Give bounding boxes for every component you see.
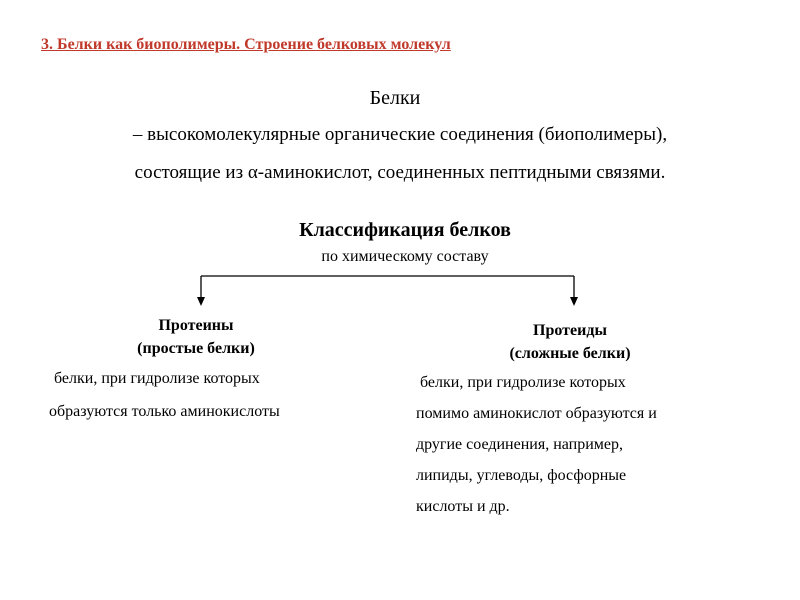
classification-subtitle: по химическому составу — [321, 248, 489, 265]
section-title: 3. Белки как биополимеры. Строение белковых молекул — [41, 36, 451, 53]
definition-line-1: – высокомолекулярные органические соединения (биополимеры), — [132, 124, 668, 145]
branch-proteins-desc-line-2: образуются только аминокислоты — [49, 403, 280, 420]
classification-title: Классификация белков — [299, 219, 511, 241]
right-arrowhead — [570, 297, 578, 306]
branch-proteins-name: Протеины — [158, 317, 234, 334]
branch-proteids-desc-line-2: помимо аминокислот образуются и — [416, 405, 657, 422]
branch-proteids-desc-line-3: другие соединения, например, — [416, 436, 623, 453]
branch-proteids-heading — [470, 319, 670, 365]
branch-proteids-name: Протеиды — [533, 322, 607, 339]
branch-proteins-desc-line-1: белки, при гидролизе которых — [54, 370, 260, 387]
branch-proteins-heading — [96, 314, 296, 360]
branch-proteids-desc-line-4: липиды, углеводы, фосфорные — [416, 467, 627, 484]
branch-proteids-subname: (сложные белки) — [509, 345, 631, 362]
branch-proteins-subname: (простые белки) — [137, 340, 255, 357]
definition-term: Белки — [369, 87, 421, 109]
branch-proteids-desc-line-1: белки, при гидролизе которых — [420, 374, 626, 391]
left-arrowhead — [197, 297, 205, 306]
definition-line-2: состоящие из α-аминокислот, соединенных пептидными связями. — [134, 162, 666, 183]
branch-proteids-desc-line-5: кислоты и др. — [416, 498, 510, 515]
